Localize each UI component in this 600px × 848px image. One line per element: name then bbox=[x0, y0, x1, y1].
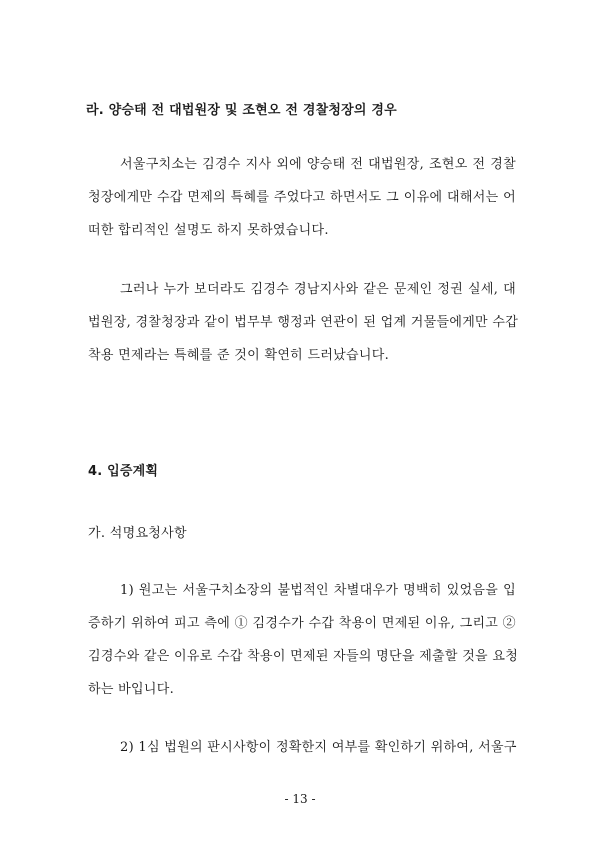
para2-line-1: 그러나 누가 보더라도 김경수 경남지사와 같은 문제인 정권 실세, 대 bbox=[120, 282, 516, 297]
para1-line-2: 청장에게만 수갑 면제의 특혜를 주었다고 하면서도 그 이유에 대해서는 어 bbox=[88, 190, 516, 205]
section-4-heading: 4. 입증계획 bbox=[88, 464, 159, 479]
page-number: - 13 - bbox=[284, 792, 316, 806]
para2-line-2: 법원장, 경찰청장과 같이 법무부 행정과 연관이 된 업계 거물들에게만 수갑 bbox=[88, 315, 519, 330]
item1-line-3: 김경수와 같은 이유로 수갑 착용이 면제된 자들의 명단을 제출할 것을 요청 bbox=[88, 649, 519, 664]
section-ra-heading: 라. 양승태 전 대법원장 및 조현오 전 경찰청장의 경우 bbox=[86, 103, 397, 118]
para1-line-1: 서울구치소는 김경수 지사 외에 양승태 전 대법원장, 조현오 전 경찰 bbox=[120, 157, 516, 172]
item2-line-1: 2) 1심 법원의 판시사항이 정확한지 여부를 확인하기 위하여, 서울구 bbox=[120, 740, 517, 755]
item1-line-1: 1) 원고는 서울구치소장의 불법적인 차별대우가 명백히 있었음을 입 bbox=[120, 583, 516, 598]
item1-line-2: 증하기 위하여 피고 측에 ① 김경수가 수갑 착용이 면제된 이유, 그리고 ② bbox=[88, 616, 516, 631]
item1-line-4: 하는 바입니다. bbox=[88, 682, 175, 697]
para2-line-3: 착용 면제라는 특혜를 준 것이 확연히 드러났습니다. bbox=[88, 348, 390, 363]
subsection-ga-heading: 가. 석명요청사항 bbox=[88, 526, 187, 541]
para1-line-3: 떠한 합리적인 설명도 하지 못하였습니다. bbox=[88, 223, 329, 238]
